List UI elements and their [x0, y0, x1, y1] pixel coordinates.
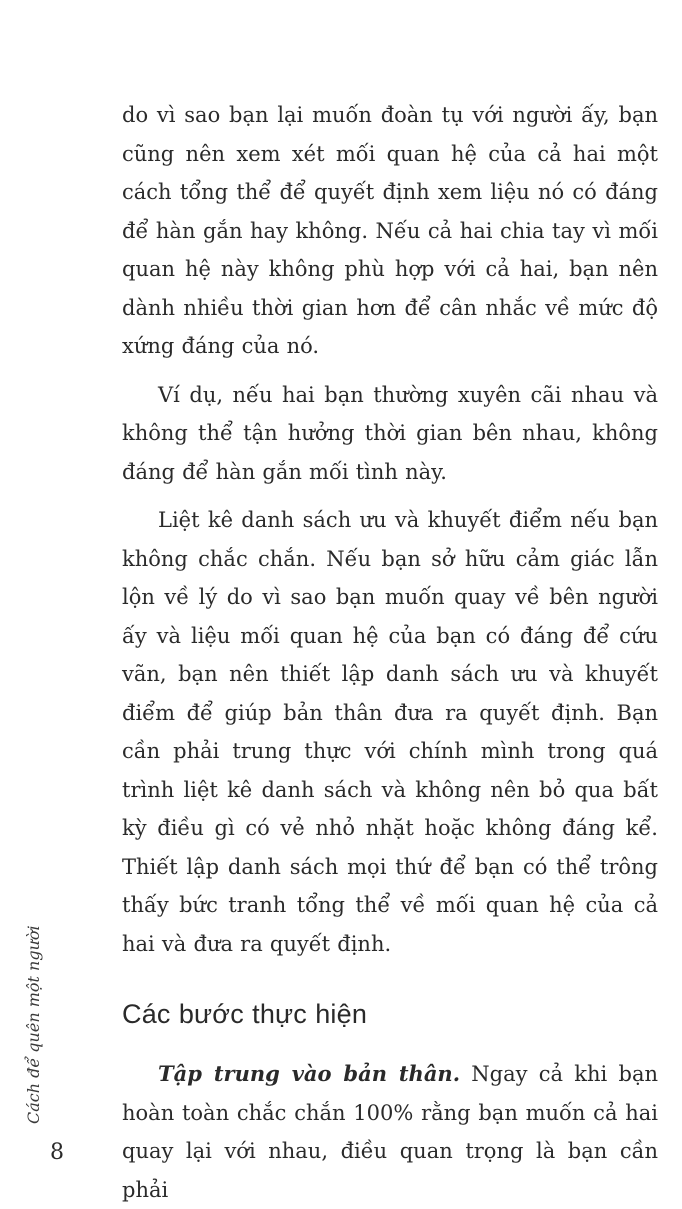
step-lead-text: Tập trung vào bản thân.	[158, 1061, 461, 1086]
paragraph-steps	[122, 1055, 658, 1209]
step-body-text: Ngay cả khi bạn hoàn toàn chắc chắn 100% rằng bạn muốn cả hai quay lại với nhau, điều quan trọng là bạn cần phải	[122, 1062, 658, 1202]
running-book-title: Cách để quên một người	[24, 925, 43, 1124]
page-body	[122, 96, 658, 1209]
paragraph-continuation: do vì sao bạn lại muốn đoàn tụ với người ấy, bạn cũng nên xem xét mối quan hệ của cả hai một cách tổng thể để quyết định xem liệu nó có đáng để hàn gắn hay không. Nếu cả hai chia tay vì mối quan hệ này không phù hợp với cả hai, bạn nên dành nhiều thời gian hơn để cân nhắc về mức độ xứng đáng của nó.	[122, 103, 658, 358]
page-number: 8	[50, 1140, 64, 1165]
paragraph-example: Ví dụ, nếu hai bạn thường xuyên cãi nhau và không thể tận hưởng thời gian bên nhau, không đáng để hàn gắn mối tình này.	[122, 382, 658, 484]
section-heading: Các bước thực hiện	[122, 999, 368, 1029]
paragraph-pros-cons: Liệt kê danh sách ưu và khuyết điểm nếu bạn không chắc chắn. Nếu bạn sở hữu cảm giác lẫn lộn về lý do vì sao bạn muốn quay về bên người ấy và liệu mối quan hệ của bạn có đáng để cứu vãn, bạn nên thiết lập danh sách ưu và khuyết điểm để giúp bản thân đưa ra quyết định. Bạn cần phải trung thực với chính mình trong quá trình liệt kê danh sách và không nên bỏ qua bất kỳ điều gì có vẻ nhỏ nhặt hoặc không đáng kể. Thiết lập danh sách mọi thứ để bạn có thể trông thấy bức tranh tổng thể về mối quan hệ của cả hai và đưa ra quyết định.	[122, 508, 658, 956]
